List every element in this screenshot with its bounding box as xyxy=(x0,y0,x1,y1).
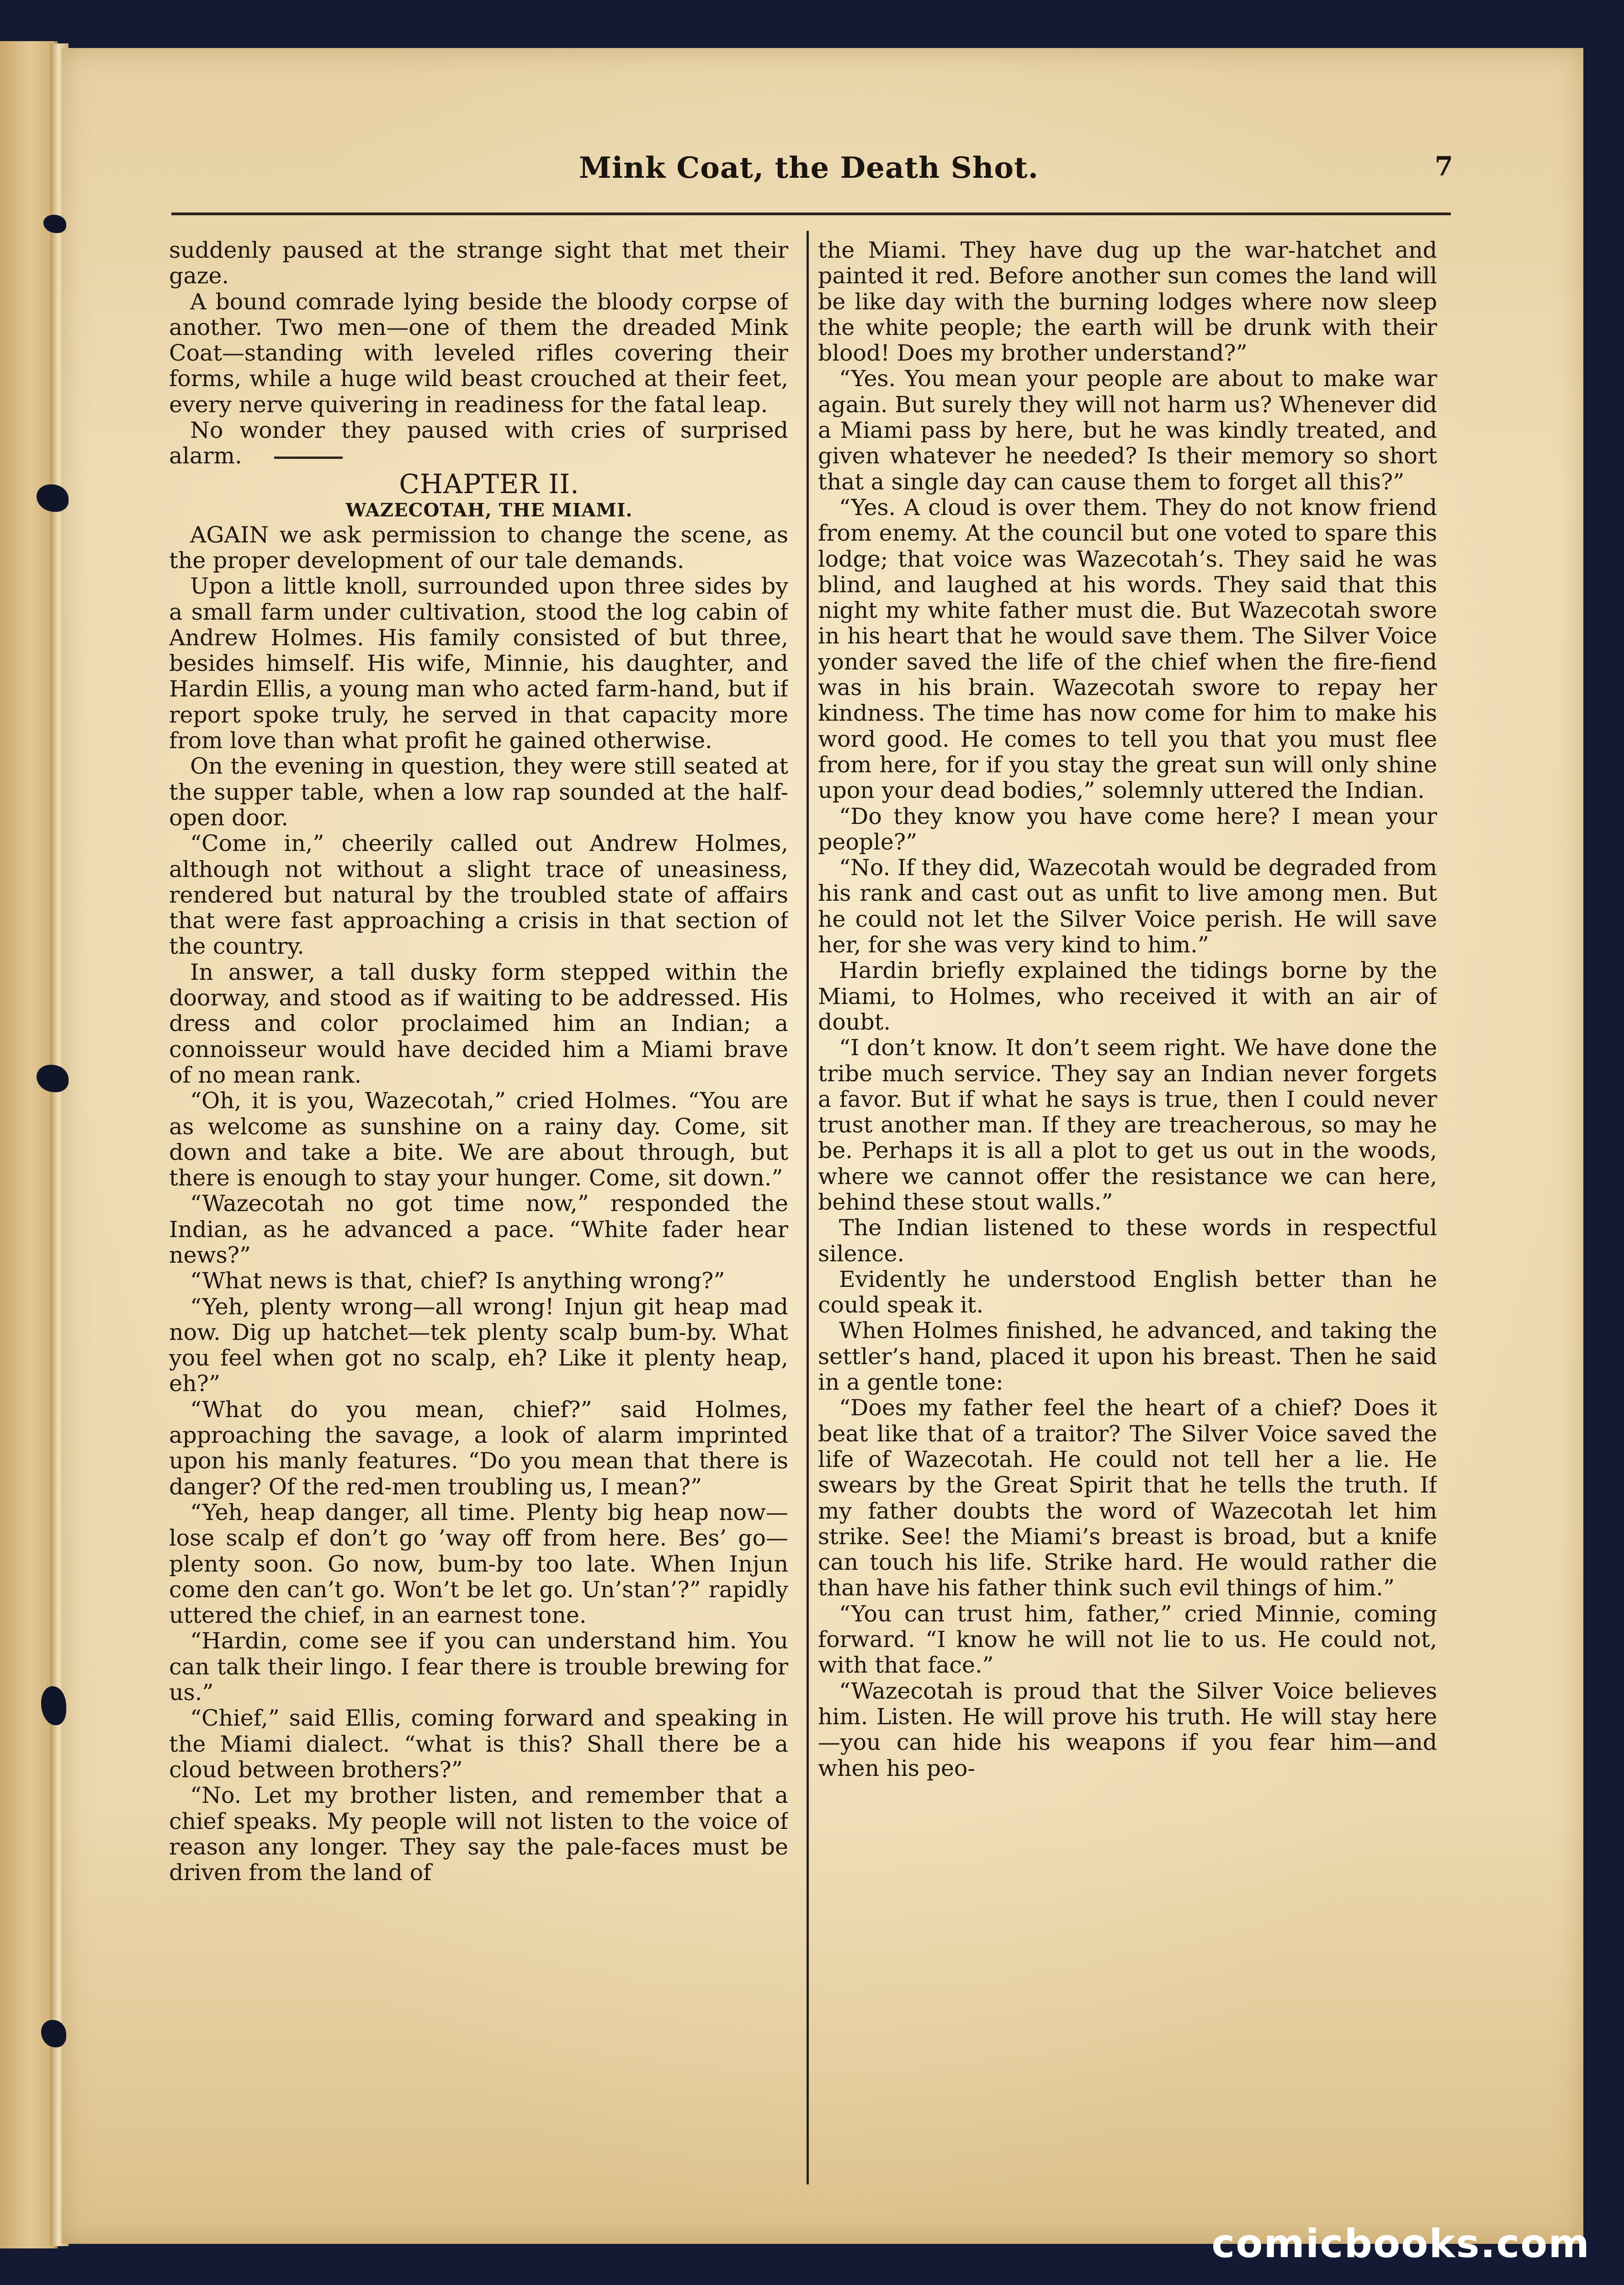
paragraph: AGAIN we ask permission to change the scene, as the proper development of our tale demands. xyxy=(169,521,788,574)
watermark: comicbooks.com xyxy=(1211,2221,1590,2267)
paragraph: “Chief,” said Ellis, coming forward and speaking in the Miami dialect. “what is this? Shall there be a cloud between brothers?” xyxy=(169,1705,788,1783)
paragraph: “What news is that, chief? Is anything wrong?” xyxy=(190,1268,725,1294)
paragraph: the Miami. They have dug up the war-hatchet and painted it red. Before another sun comes the land will be like day with the burning lodges where now sleep the white people; the earth will be drunk with their blood! Does my brother understand?” xyxy=(818,238,1437,367)
paragraph: “What do you mean, chief?” said Holmes, approaching the savage, a look of alarm imprinted upon his manly features. “Do you mean that there is danger? Of the red-men troubling us, I mean?” xyxy=(169,1396,788,1500)
section-rule xyxy=(274,457,343,459)
paragraph: “Yes. A cloud is over them. They do not know friend from enemy. At the council but one voted to spare this lodge; that voice was Wazecotah’s. They said he was blind, and laughed at his words. They said that this night my white father must die. But Wazecotah swore in his heart that he would save them. The Silver Voice yonder saved the life of the chief when the fire-fiend was in his brain. Wazecotah swore to repay her kindness. The time has now come for him to make his word good. He comes to tell you that you must flee from here, for if you stay the great sun will only shine upon your dead bodies,” solemnly uttered the Indian. xyxy=(818,494,1437,804)
paragraph: In answer, a tall dusky form stepped within the doorway, and stood as if waiting to be addressed. His dress and color proclaimed him an Indian; a connoisseur would have decided him a Miami brave of no mean rank. xyxy=(169,959,788,1088)
paragraph: When Holmes finished, he advanced, and taking the settler’s hand, placed it upon his breast. Then he said in a gentle tone: xyxy=(818,1318,1437,1396)
paragraph: “Oh, it is you, Wazecotah,” cried Holmes. “You are as welcome as sunshine on a rainy day. Come, sit down and take a bite. We are about through, but there is enough to stay your hunger. Come, sit down.” xyxy=(169,1088,788,1191)
paragraph: “Yeh, heap danger, all time. Plenty big heap now—lose scalp ef don’t go ’way off from here. Bes’ go—plenty soon. Go now, bum-by too late. When Injun come den can’t go. Won’t be let go. Un’stan’?” rapidly uttered the chief, in an earnest tone. xyxy=(169,1499,788,1629)
paragraph: The Indian listened to these words in respectful silence. xyxy=(818,1215,1437,1267)
paragraph: “Wazecotah is proud that the Silver Voice believes him. Listen. He will prove his truth. He will stay here—you can hide his weapons if you fear him—and when his peo- xyxy=(818,1678,1437,1781)
paragraph: “Does my father feel the heart of a chief? Does it beat like that of a traitor? The Silver Voice saved the life of Wazecotah. He could not tell her a lie. He swears by the Great Spirit that he tells the truth. If my father doubts the word of Wazecotah let him strike. See! the Miami’s breast is broad, but a knife can touch his life. Strike hard. He would rather die than have his father think such evil things of him.” xyxy=(818,1395,1437,1601)
page-header xyxy=(169,151,1453,192)
previous-page-edge xyxy=(0,41,58,2248)
paragraph: “Hardin, come see if you can understand him. You can talk their lingo. I fear there is trouble brewing for us.” xyxy=(169,1628,788,1706)
paragraph: “Wazecotah no got time now,” responded the Indian, as he advanced a pace. “White fader hear news?” xyxy=(169,1190,788,1268)
chapter-subtitle: WAZECOTAH, THE MIAMI. xyxy=(345,499,633,521)
paragraph xyxy=(169,418,788,469)
paragraph-text: No wonder they paused with cries of surprised alarm. xyxy=(169,417,788,469)
paragraph: Hardin briefly explained the tidings borne by the Miami, to Holmes, who received it with an air of doubt. xyxy=(818,957,1437,1035)
page-number: 7 xyxy=(1434,151,1453,182)
paragraph: “Do they know you have come here? I mean your people?” xyxy=(818,803,1437,855)
paragraph: “No. If they did, Wazecotah would be degraded from his rank and cast out as unfit to live among men. But he could not let the Silver Voice perish. He will save her, for she was very kind to him.” xyxy=(818,855,1437,958)
paragraph: “Yeh, plenty wrong—all wrong! Injun git heap mad now. Dig up hatchet—tek plenty scalp bum-by. What you feel when got no scalp, eh? Like it plenty heap, eh?” xyxy=(169,1293,788,1397)
running-title: Mink Coat, the Death Shot. xyxy=(579,151,1039,185)
paragraph: “Yes. You mean your people are about to make war again. But surely they will not harm us? Whenever did a Miami pass by here, but he was kindly treated, and given whatever he needed? Is their memory so short that a single day can cause them to forget all this?” xyxy=(818,366,1437,495)
right-column xyxy=(818,238,1437,2184)
left-column xyxy=(169,238,788,2184)
paragraph: “No. Let my brother listen, and remember that a chief speaks. My people will not listen to the voice of reason any longer. They say the pale-faces must be driven from the land of xyxy=(169,1782,788,1886)
paragraph: “Come in,” cheerily called out Andrew Holmes, although not without a slight trace of uneasiness, rendered but natural by the troubled state of affairs that were fast approaching a crisis in that section of the country. xyxy=(169,830,788,960)
column-divider xyxy=(807,231,809,2184)
chapter-title: CHAPTER II. xyxy=(399,468,579,500)
header-rule xyxy=(171,213,1451,215)
paragraph: “You can trust him, father,” cried Minnie, coming forward. “I know he will not lie to us. He could not, with that face.” xyxy=(818,1600,1437,1679)
paragraph: “I don’t know. It don’t seem right. We have done the tribe much service. They say an Indian never forgets a favor. But if what he says is true, then I could never trust another man. If they are treacherous, so may he be. Perhaps it is all a plot to get us out in the woods, where we cannot offer the resistance we can here, behind these stout walls.” xyxy=(818,1035,1437,1215)
paragraph: Upon a little knoll, surrounded upon three sides by a small farm under cultivation, stood the log cabin of Andrew Holmes. His family consisted of but three, besides himself. His wife, Minnie, his daughter, and Hardin Ellis, a young man who acted farm-hand, but if report spoke truly, he served in that capacity more from love than what profit he gained otherwise. xyxy=(169,573,788,754)
paragraph: On the evening in question, they were still seated at the supper table, when a low rap sounded at the half-open door. xyxy=(169,753,788,831)
paragraph: suddenly paused at the strange sight that met their gaze. xyxy=(169,238,788,289)
paragraph: Evidently he understood English better than he could speak it. xyxy=(818,1266,1437,1318)
paragraph: A bound comrade lying beside the bloody corpse of another. Two men—one of them the dreaded Mink Coat—standing with leveled rifles covering their forms, while a huge wild beast crouched at their feet, every nerve quivering in readiness for the fatal leap. xyxy=(169,288,788,418)
